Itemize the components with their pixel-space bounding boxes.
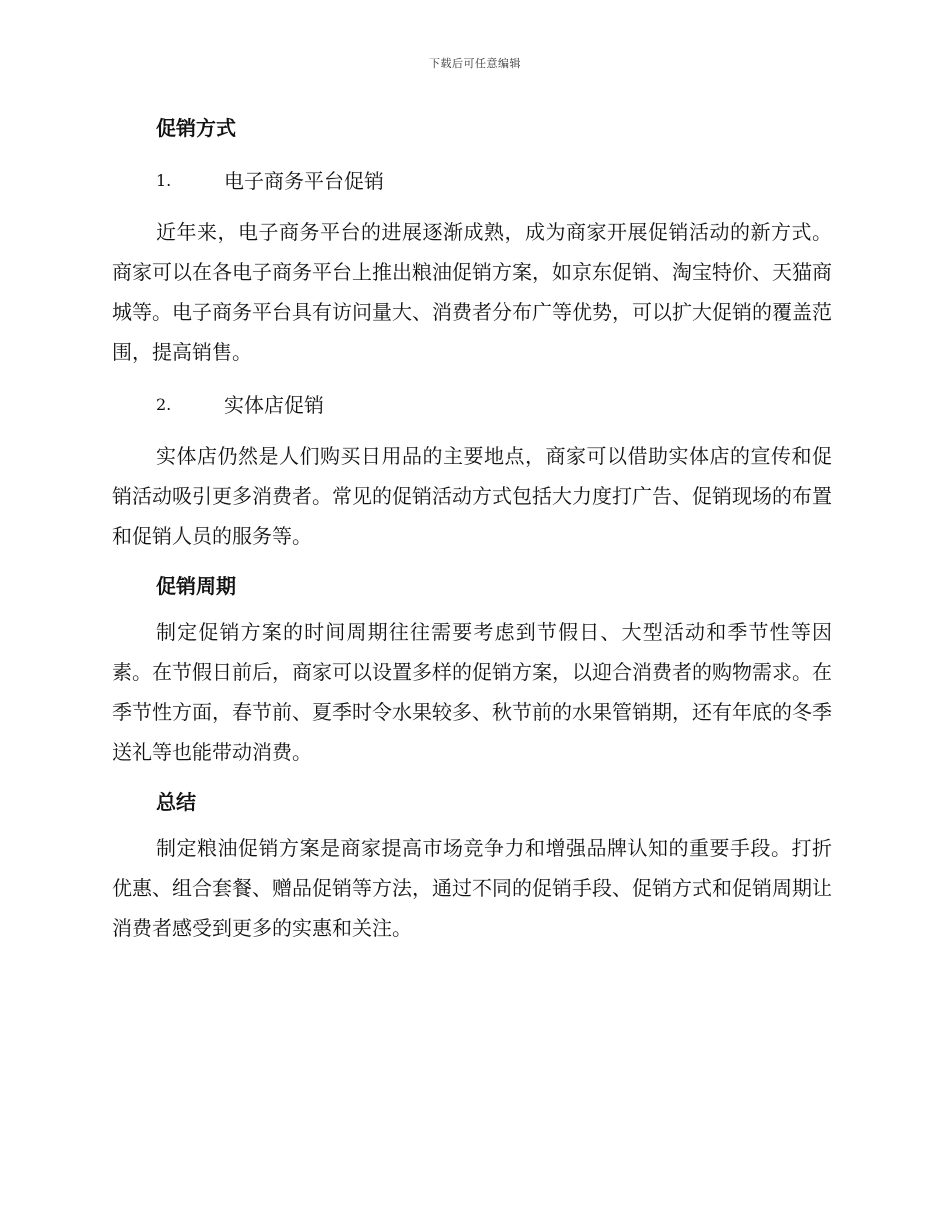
paragraph-ecommerce: 近年来，电子商务平台的进展逐渐成熟，成为商家开展促销活动的新方式。商家可以在各电子商务平台上推出粮油促销方案，如京东促销、淘宝特价、天猫商城等。电子商务平台具有访问量大、消费者分布广等优势，可以扩大促销的覆盖范围，提高销售。: [112, 220, 832, 364]
section-heading-period: 促销周期: [156, 574, 236, 598]
item-number: 1.: [156, 171, 172, 190]
paragraph-summary: 制定粮油促销方案是商家提高市场竞争力和增强品牌认知的重要手段。打折优惠、组合套餐、赠品促销等方法，通过不同的促销手段、促销方式和促销周期让消费者感受到更多的实惠和关注。: [112, 836, 832, 940]
section-heading-methods: 促销方式: [156, 116, 236, 140]
section-heading-summary: 总结: [156, 790, 196, 814]
numbered-item-1: [112, 162, 832, 200]
numbered-item-2: [112, 386, 832, 424]
header-note: 下载后可任意编辑: [429, 57, 521, 70]
paragraph-period: 制定促销方案的时间周期往往需要考虑到节假日、大型活动和季节性等因素。在节假日前后，商家可以设置多样的促销方案，以迎合消费者的购物需求。在季节性方面，春节前、夏季时令水果较多、秋节前的水果管销期，还有年底的冬季送礼等也能带动消费。: [112, 620, 832, 764]
item-number: 2.: [156, 395, 172, 414]
item-label: 实体店促销: [224, 393, 324, 417]
paragraph-physical-store: 实体店仍然是人们购买日用品的主要地点，商家可以借助实体店的宣传和促销活动吸引更多消费者。常见的促销活动方式包括大力度打广告、促销现场的布置和促销人员的服务等。: [112, 444, 832, 548]
item-label: 电子商务平台促销: [224, 169, 384, 193]
document-body: [112, 108, 832, 958]
